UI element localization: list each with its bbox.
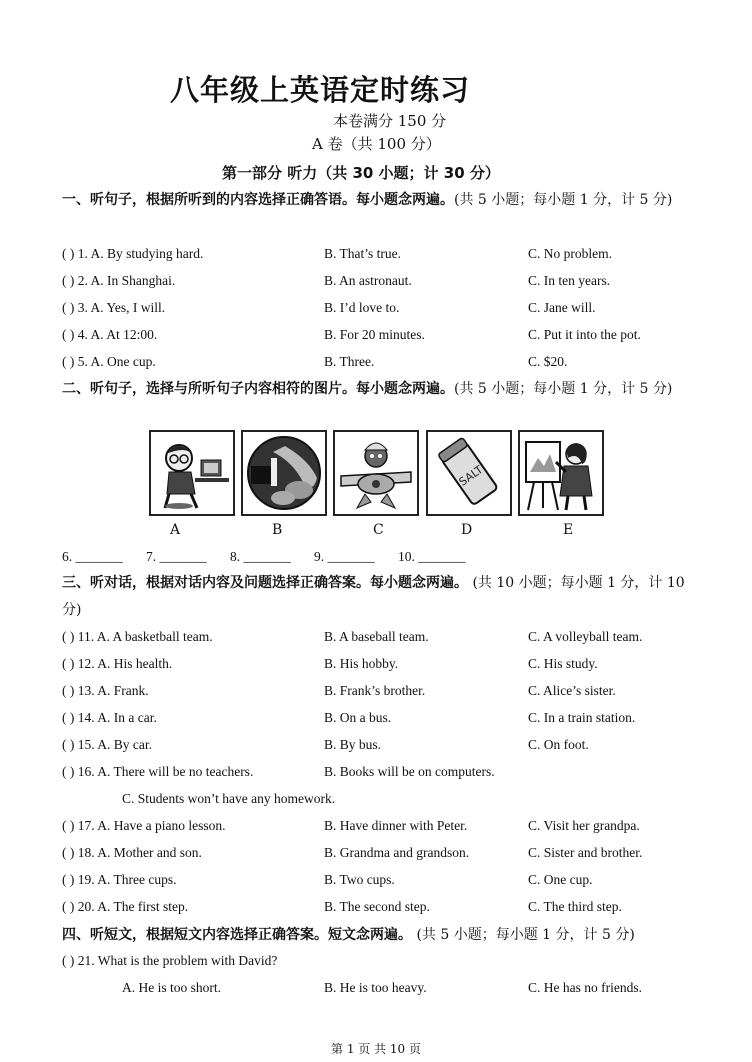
paper-a-label: A 卷（共 100 分） [312, 135, 441, 153]
painter-easel-icon [520, 432, 602, 514]
question-1-option-b: B. That’s true. [324, 246, 401, 261]
question-21-option-a: A. He is too short. [122, 980, 221, 995]
question-16-option-c: C. Students won’t have any homework. [122, 791, 336, 806]
question-20-option-b: B. The second step. [324, 899, 430, 914]
blank-10: 10. _______ [398, 549, 466, 564]
picture-label-a: A [170, 522, 181, 538]
picture-c-pilot [333, 430, 419, 516]
question-19-option-b: B. Two cups. [324, 872, 395, 887]
question-12-option-c: C. His study. [528, 656, 598, 671]
question-19-option-c: C. One cup. [528, 872, 593, 887]
blank-9: 9. _______ [314, 549, 375, 564]
blank-6: 6. _______ [62, 549, 123, 564]
section-3-title: 三、听对话，根据对话内容及问题选择正确答案。每小题念两遍。 [62, 575, 468, 591]
picture-a-computer [149, 430, 235, 516]
question-18-option-b: B. Grandma and grandson. [324, 845, 470, 860]
question-13-option-c: C. Alice’s sister. [528, 683, 616, 698]
blank-7: 7. _______ [146, 549, 207, 564]
question-11-option-b: B. A baseball team. [324, 629, 429, 644]
salt-label: SALT [456, 463, 486, 489]
picture-label-d: D [461, 522, 473, 538]
question-15-option-b: B. By bus. [324, 737, 382, 752]
section-2-heading [62, 376, 696, 403]
question-17-option-b: B. Have dinner with Peter. [324, 818, 468, 833]
picture-label-c: C [373, 522, 384, 538]
picture-e-painter [518, 430, 604, 516]
question-2: ( ) 2. A. In Shanghai. [62, 273, 176, 288]
question-12-option-b: B. His hobby. [324, 656, 399, 671]
question-21-option-b: B. He is too heavy. [324, 980, 427, 995]
question-5-option-c: C. $20. [528, 354, 568, 369]
question-4: ( ) 4. A. At 12:00. [62, 327, 158, 342]
question-18: ( ) 18. A. Mother and son. [62, 845, 202, 860]
section-4-title: 四、听短文，根据短文内容选择正确答案。短文念两遍。 [62, 927, 412, 943]
question-5-option-b: B. Three. [324, 354, 375, 369]
question-14: ( ) 14. A. In a car. [62, 710, 157, 725]
question-13-option-b: B. Frank’s brother. [324, 683, 426, 698]
section-3-note: (共 10 小题；每小题 1 分，计 10 分) [62, 575, 685, 618]
part-one-heading: 第一部分 听力（共 30 小题；计 30 分） [222, 164, 500, 182]
question-15-option-c: C. On foot. [528, 737, 589, 752]
question-2-option-c: C. In ten years. [528, 273, 611, 288]
question-3-option-b: B. I’d love to. [324, 300, 400, 315]
section-4-note: (共 5 小题；每小题 1 分，计 5 分) [416, 927, 635, 943]
question-21-option-c: C. He has no friends. [528, 980, 642, 995]
question-18-option-c: C. Sister and brother. [528, 845, 643, 860]
section-4-heading [62, 922, 696, 949]
salt-shaker-icon [428, 432, 510, 514]
rocket-launch-icon [243, 432, 325, 514]
picture-label-b: B [272, 522, 283, 538]
question-4-option-b: B. For 20 minutes. [324, 327, 425, 342]
section-1-heading [62, 187, 696, 214]
pilot-airplane-icon [335, 432, 417, 514]
question-15: ( ) 15. A. By car. [62, 737, 152, 752]
section-2-title: 二、听句子，选择与所听句子内容相符的图片。每小题念两遍。 [62, 381, 454, 397]
question-5: ( ) 5. A. One cup. [62, 354, 156, 369]
question-16-option-b: B. Books will be on computers. [324, 764, 495, 779]
question-17-option-c: C. Visit her grandpa. [528, 818, 640, 833]
section-3-heading [62, 570, 696, 624]
page-title: 八年级上英语定时练习 [170, 73, 471, 107]
question-1: ( ) 1. A. By studying hard. [62, 246, 204, 261]
question-20-option-c: C. The third step. [528, 899, 622, 914]
question-16: ( ) 16. A. There will be no teachers. [62, 764, 254, 779]
question-13: ( ) 13. A. Frank. [62, 683, 149, 698]
question-3: ( ) 3. A. Yes, I will. [62, 300, 166, 315]
question-17: ( ) 17. A. Have a piano lesson. [62, 818, 226, 833]
question-14-option-b: B. On a bus. [324, 710, 392, 725]
blank-8: 8. _______ [230, 549, 291, 564]
picture-label-e: E [563, 522, 574, 538]
question-1-option-c: C. No problem. [528, 246, 612, 261]
score-total: 本卷满分 150 分 [333, 112, 447, 130]
question-12: ( ) 12. A. His health. [62, 656, 173, 671]
page-footer: 第 1 页 共 10 页 [331, 1042, 421, 1056]
section-2-note: (共 5 小题；每小题 1 分，计 5 分) [454, 381, 673, 397]
picture-d-salt [426, 430, 512, 516]
question-21: ( ) 21. What is the problem with David? [62, 953, 278, 968]
picture-b-rocket [241, 430, 327, 516]
question-3-option-c: C. Jane will. [528, 300, 596, 315]
section-1-note: (共 5 小题；每小题 1 分，计 5 分) [454, 192, 673, 208]
question-11: ( ) 11. A. A basketball team. [62, 629, 213, 644]
question-11-option-c: C. A volleyball team. [528, 629, 643, 644]
question-20: ( ) 20. A. The first step. [62, 899, 189, 914]
question-19: ( ) 19. A. Three cups. [62, 872, 177, 887]
boy-computer-icon [151, 432, 233, 514]
section-1-title: 一、听句子，根据所听到的内容选择正确答语。每小题念两遍。 [62, 192, 454, 208]
question-14-option-c: C. In a train station. [528, 710, 636, 725]
question-4-option-c: C. Put it into the pot. [528, 327, 641, 342]
question-2-option-b: B. An astronaut. [324, 273, 412, 288]
